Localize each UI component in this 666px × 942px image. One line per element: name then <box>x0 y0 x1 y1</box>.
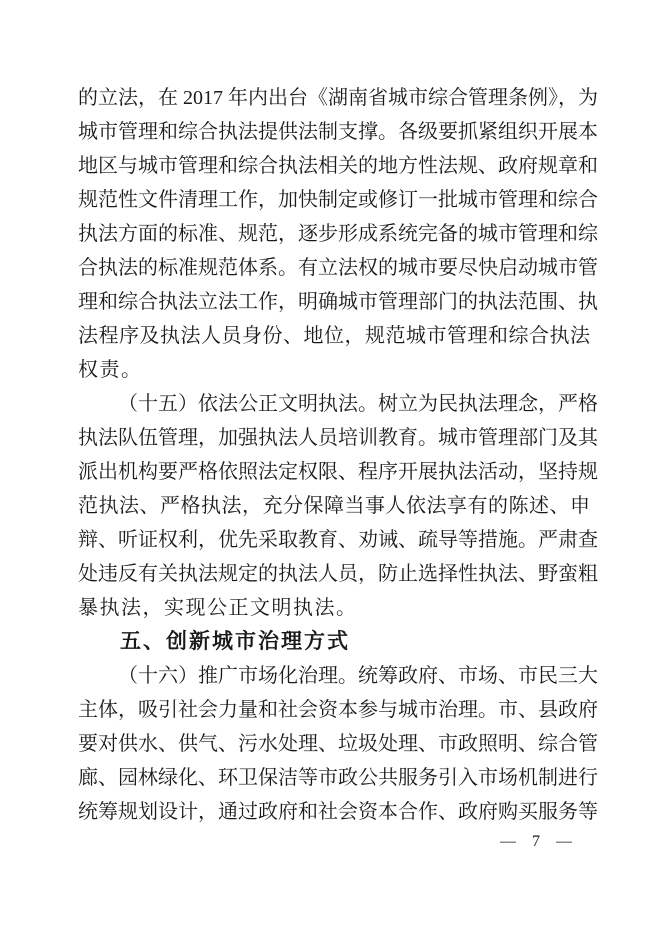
paragraph-item-16 <box>78 659 598 829</box>
text-line: 城市管理和综合执法提供法制支撑。各级要抓紧组织开展本 <box>78 121 598 143</box>
text-line: （十五）依法公正文明执法。树立为民执法理念，严格 <box>118 393 598 415</box>
text-line: 执法方面的标准、规范，逐步形成系统完备的城市管理和综 <box>78 223 598 245</box>
document-body <box>78 81 598 829</box>
text-line: 范执法、严格执法，充分保障当事人依法享有的陈述、申 <box>78 495 590 517</box>
text-line: 派出机构要严格依照法定权限、程序开展执法活动，坚持规 <box>78 461 598 483</box>
text-line: 统筹规划设计，通过政府和社会资本合作、政府购买服务等 <box>78 801 598 823</box>
text-line: 辩、听证权利，优先采取教育、劝诫、疏导等措施。严肃查 <box>78 529 598 551</box>
text-line: 廊、园林绿化、环卫保洁等市政公共服务引入市场机制进行 <box>78 767 598 789</box>
text-line: 权责。 <box>78 359 143 381</box>
text-line: 的立法，在 2017 年内出台《湖南省城市综合管理条例》，为 <box>78 87 598 109</box>
text-line: （十六）推广市场化治理。统筹政府、市场、市民三大 <box>118 665 598 687</box>
text-line: 要对供水、供气、污水处理、垃圾处理、市政照明、综合管 <box>78 733 598 755</box>
text-line: 暴执法，实现公正文明执法。 <box>78 597 358 619</box>
text-line: 主体，吸引社会力量和社会资本参与城市治理。市、县政府 <box>78 699 598 721</box>
text-line: 合执法的标准规范体系。有立法权的城市要尽快启动城市管 <box>78 257 598 279</box>
text-line: 地区与城市管理和综合执法相关的地方性法规、政府规章和 <box>78 155 598 177</box>
text-line: 处违反有关执法规定的执法人员，防止选择性执法、野蛮粗 <box>78 563 598 585</box>
page-number: — 7 — <box>500 833 573 850</box>
paragraph-continuation <box>78 81 598 387</box>
text-line: 规范性文件清理工作，加快制定或修订一批城市管理和综合 <box>78 189 598 211</box>
section-heading: 五、创新城市治理方式 <box>120 630 350 653</box>
paragraph-item-15 <box>78 387 598 625</box>
text-line: 执法队伍管理，加强执法人员培训教育。城市管理部门及其 <box>78 427 598 449</box>
text-line: 法程序及执法人员身份、地位，规范城市管理和综合执法 <box>78 325 590 347</box>
text-line: 理和综合执法立法工作，明确城市管理部门的执法范围、执 <box>78 291 598 313</box>
